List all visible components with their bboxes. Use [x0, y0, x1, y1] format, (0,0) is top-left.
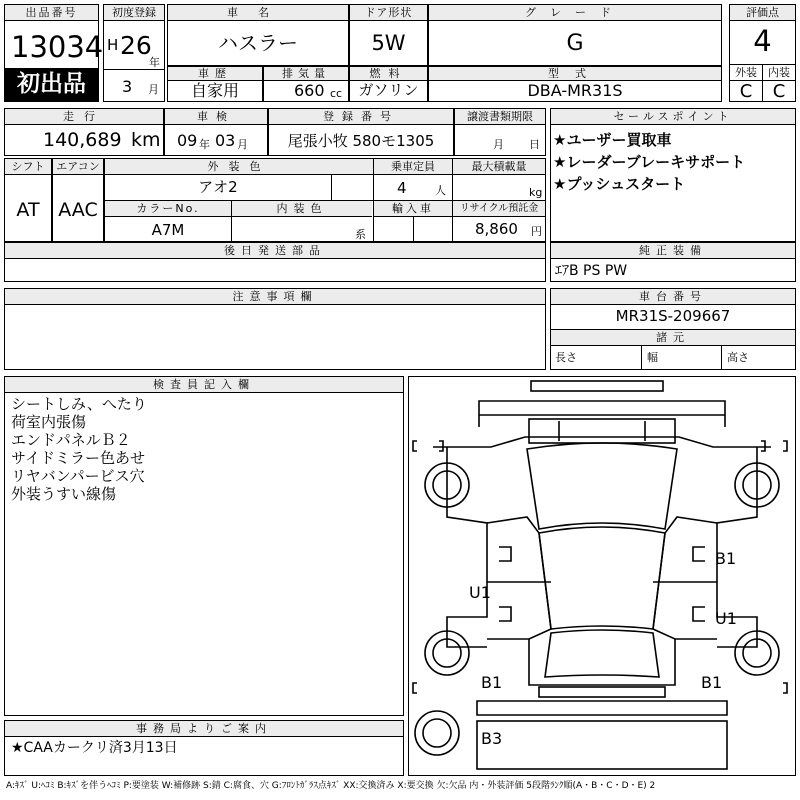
color-no-value: A7M: [151, 221, 185, 239]
ext-score-value: C: [739, 81, 753, 102]
equipment-box: [550, 242, 796, 282]
inspector-line-6: 外装うすい線傷: [11, 485, 117, 503]
history-label: 車歴: [168, 67, 262, 81]
capacity-unit: 人: [435, 184, 446, 197]
inspection-year: 09: [177, 131, 198, 150]
first-reg-year: 26: [120, 31, 152, 60]
aircon-box: [52, 158, 104, 242]
score-value: 4: [753, 24, 772, 58]
score-label: 評価点: [730, 5, 795, 21]
grade-label: グレード: [429, 5, 721, 21]
first-reg-month-unit: 月: [148, 83, 159, 96]
shift-box: [4, 158, 52, 242]
rear-bumper: [477, 701, 727, 715]
ext-color-value: アオ2: [198, 178, 238, 196]
inspection-label: 車検: [165, 109, 267, 125]
first-reg-era: H: [107, 36, 119, 54]
score-box: [729, 4, 796, 102]
max-load-unit: kg: [529, 186, 543, 199]
aircon-label: エアコン: [53, 159, 103, 175]
hood: [527, 443, 677, 529]
aircon-value: AAC: [58, 199, 98, 221]
color-no-label: カラーNo.: [105, 201, 231, 217]
fuel-label: 燃料: [350, 67, 427, 81]
equipment-value: ｴｱB PS PW: [555, 263, 628, 279]
first-reg-box: [103, 4, 165, 102]
door-label: ドア形状: [350, 5, 427, 21]
mark-b1-left-lower: B1: [481, 673, 503, 692]
mileage-unit: km: [131, 129, 161, 151]
mark-b1-right-lower: B1: [701, 673, 723, 692]
mark-b1-right-upper: B1: [715, 549, 737, 568]
equipment-label: 純正装備: [551, 243, 795, 259]
sales-point-3: ★プッシュスタート: [553, 175, 686, 193]
car-name-label: 車名: [168, 5, 348, 21]
lot-label: 出品番号: [5, 5, 98, 21]
later-parts-label: 後日発送部品: [5, 243, 545, 259]
lot-box: [4, 4, 104, 102]
notes-label: 注意事項欄: [5, 289, 545, 305]
rear-end-panel: [477, 721, 727, 769]
office-box: [4, 720, 404, 776]
chassis-box: [550, 288, 796, 370]
transfer-month-unit: 月: [493, 138, 504, 151]
door-value: 5W: [371, 31, 406, 55]
import-label: 輸入車: [374, 201, 452, 217]
inspector-line-4: サイドミラー色あせ: [11, 449, 145, 467]
chassis-value: MR31S-209667: [615, 307, 731, 325]
lot-number: 13034: [11, 30, 104, 64]
capacity-value: 4: [397, 179, 407, 197]
inspector-line-3: エンドパネルＢ２: [11, 431, 131, 449]
fuel-value: ガソリン: [358, 81, 419, 99]
rear-bumper-top: [539, 687, 665, 697]
grade-value: G: [566, 31, 584, 56]
mark-u1-left: U1: [469, 583, 491, 602]
ext-color-label: 外装色: [105, 159, 373, 175]
specs-label: 諸元: [551, 330, 795, 346]
plate-value: 尾張小牧 580モ1305: [287, 132, 435, 150]
plate-label: 登録番号: [269, 109, 453, 125]
max-load-label: 最大積載量: [453, 159, 545, 175]
inspection-year-unit: 年: [199, 138, 210, 151]
transfer-box: [454, 108, 546, 156]
first-listing-badge: 初出品: [5, 68, 98, 101]
hood-outline: [433, 437, 771, 447]
rear-glass: [545, 630, 659, 677]
inspector-line-5: リヤバンパービス穴: [11, 467, 145, 485]
recycle-value: 8,860: [475, 220, 518, 238]
inspector-box: [4, 376, 404, 716]
history-value: 自家用: [190, 81, 239, 100]
office-label: 事務局よりご案内: [5, 721, 403, 737]
model-box: [428, 66, 722, 102]
displacement-label: 排気量: [264, 67, 348, 81]
recycle-unit: 円: [531, 225, 542, 238]
transfer-label: 譲渡書類期限: [455, 109, 545, 125]
grade-box: [428, 4, 722, 66]
shift-value: AT: [16, 199, 40, 221]
mileage-label: 走行: [5, 109, 163, 125]
car-name-box: [167, 4, 349, 66]
ext-score-label: 外装: [735, 66, 757, 79]
mileage-value: 140,689: [43, 129, 122, 151]
front-grille: [529, 419, 675, 443]
inspector-label: 検査員記入欄: [5, 377, 403, 393]
transfer-day-unit: 日: [529, 138, 540, 151]
office-value: ★CAAカークリ済3月13日: [11, 740, 178, 756]
first-reg-label: 初度登録: [104, 5, 164, 21]
mark-b3: B3: [481, 729, 503, 748]
front-bumper: [479, 401, 725, 415]
displacement-value: 660: [294, 81, 325, 100]
notes-box: [4, 288, 546, 370]
sales-points-label: セールスポイント: [551, 109, 795, 125]
roof: [539, 527, 665, 629]
model-value: DBA-MR31S: [527, 81, 623, 100]
door-box: [349, 4, 428, 66]
fuel-box: [349, 66, 428, 102]
int-color-label: 内装色: [232, 201, 372, 217]
legend-footer: A:ｷｽﾞ U:ﾍｺﾐ B:ｷｽﾞを伴うﾍｺﾐ P:要塗装 W:補修跡 S:錆 C:腐食、穴 G:ﾌﾛﾝﾄｶﾞﾗｽ点ｷｽﾞ XX:交換済み X:要交換 欠:欠品 内・外装評価 5段階ﾗﾝｸ順(A・B・C・D・E) 2: [6, 781, 656, 791]
mark-u1-right: U1: [715, 609, 737, 628]
capacity-label: 乗車定員: [374, 159, 452, 175]
plate-box: [268, 108, 454, 156]
recycle-label: リサイクル預託金: [453, 201, 545, 217]
sales-points-box: [550, 108, 796, 242]
specs-length: 長さ: [555, 351, 577, 364]
color-block: [104, 158, 546, 242]
inspection-month-unit: 月: [237, 138, 248, 151]
first-reg-month: 3: [122, 77, 133, 96]
inspection-box: [164, 108, 268, 156]
specs-height: 高さ: [727, 351, 749, 364]
damage-diagram: [408, 376, 796, 776]
model-label: 型式: [429, 67, 721, 81]
mileage-box: [4, 108, 164, 156]
specs-width: 幅: [647, 351, 658, 364]
displacement-unit: cc: [330, 87, 343, 100]
first-reg-year-unit: 年: [149, 56, 160, 69]
sales-point-2: ★レーダーブレーキサポート: [553, 153, 746, 171]
right-doors: [653, 517, 717, 639]
later-parts-box: [4, 242, 546, 282]
chassis-label: 車台番号: [551, 289, 795, 305]
inspector-line-2: 荷室内張傷: [11, 413, 87, 431]
int-score-value: C: [772, 81, 786, 102]
inspection-month: 03: [215, 131, 236, 150]
int-score-label: 内装: [768, 66, 790, 79]
shift-label: シフト: [5, 159, 51, 175]
front-bumper-top: [531, 381, 663, 391]
car-name-value: ハスラー: [218, 31, 298, 55]
inspector-line-1: シートしみ、へたり: [11, 395, 147, 413]
car-diagram-svg: [409, 377, 795, 775]
sales-point-1: ★ユーザー買取車: [553, 131, 672, 149]
int-color-unit: 系: [355, 228, 366, 241]
displacement-box: [263, 66, 349, 102]
history-box: [167, 66, 263, 102]
left-doors: [487, 517, 551, 639]
spare-tire: [415, 711, 459, 755]
